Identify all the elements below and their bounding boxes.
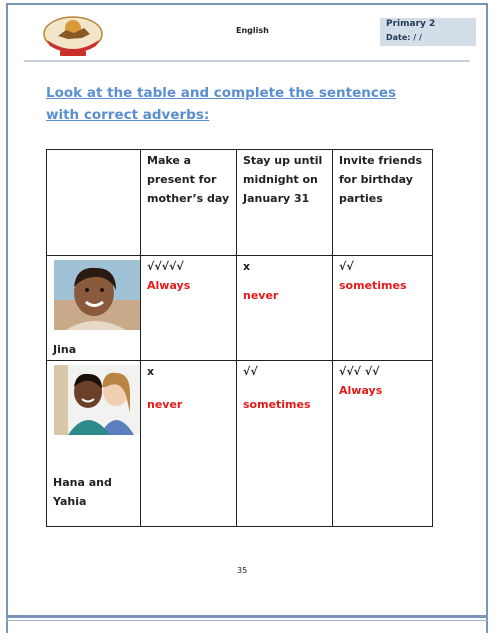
adverb-answer: Always bbox=[147, 279, 191, 292]
page-number: 35 bbox=[237, 566, 248, 575]
adverb-answer: sometimes bbox=[339, 279, 407, 292]
check-marks: √√ bbox=[243, 365, 258, 378]
jina-photo bbox=[54, 260, 140, 330]
answer-cell bbox=[333, 361, 433, 527]
page-frame-bottom bbox=[6, 615, 488, 618]
child-cell-jina bbox=[47, 256, 141, 361]
child-name: Jina bbox=[53, 343, 77, 356]
table-row bbox=[47, 256, 433, 361]
page-frame-bottom-line bbox=[6, 620, 488, 621]
answer-cell bbox=[237, 256, 333, 361]
subject-label: English bbox=[236, 26, 269, 35]
header-cell-empty bbox=[47, 150, 141, 256]
instruction-heading: Look at the table and complete the sentences with correct adverbs: bbox=[46, 85, 397, 123]
adverb-answer: never bbox=[147, 398, 183, 411]
school-logo bbox=[38, 14, 108, 58]
date-label: Date: / / bbox=[386, 33, 422, 42]
header-cell-stay-up: Stay up until midnight on January 31 bbox=[237, 150, 333, 256]
answer-cell bbox=[141, 256, 237, 361]
cross-mark: x bbox=[147, 365, 155, 378]
cross-mark: x bbox=[243, 260, 251, 273]
page-frame-right bbox=[486, 3, 488, 633]
adverb-answer: Always bbox=[339, 384, 383, 397]
answer-cell bbox=[333, 256, 433, 361]
adverb-answer: sometimes bbox=[243, 398, 311, 411]
adverb-answer: never bbox=[243, 289, 279, 302]
grade-label: Primary 2 bbox=[386, 19, 436, 29]
answer-cell bbox=[141, 361, 237, 527]
child-cell-hana-yahia bbox=[47, 361, 141, 527]
header-divider bbox=[24, 60, 470, 62]
header-cell-invite: Invite friends for birthday parties bbox=[333, 150, 433, 256]
answer-cell bbox=[237, 361, 333, 527]
check-marks: √√√√√ bbox=[147, 260, 184, 273]
adverb-table bbox=[46, 149, 433, 527]
table-row bbox=[47, 361, 433, 527]
hana-yahia-photo bbox=[54, 365, 140, 435]
table-header-row bbox=[47, 150, 433, 256]
check-marks: √√ bbox=[339, 260, 354, 273]
page-frame-left bbox=[6, 3, 8, 633]
check-marks: √√√ √√ bbox=[339, 365, 380, 378]
page-frame-top bbox=[6, 3, 488, 5]
header-cell-present: Make a present for mother’s day bbox=[141, 150, 237, 256]
child-name: Hana and Yahia bbox=[53, 476, 112, 508]
